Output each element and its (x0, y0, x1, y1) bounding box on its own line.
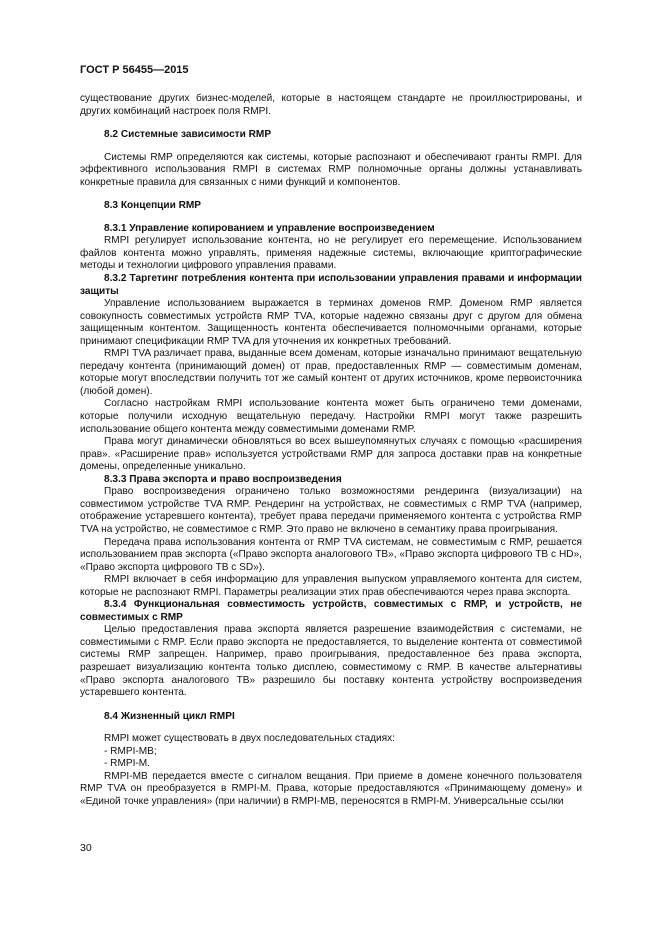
paragraph: существование других бизнес-моделей, которые в настоящем стандарте не проиллюстрированы, и других комбинаций настроек поля RMPI. (80, 93, 582, 117)
paragraph: RMPI может существовать в двух последовательных стадиях: (104, 733, 395, 745)
list-item: - RMPI-M. (104, 758, 150, 770)
page-number: 30 (80, 842, 92, 854)
subsection-heading-8-3-3: 8.3.3 Права экспорта и право воспроизведения (104, 473, 342, 485)
paragraph: Системы RMP определяются как системы, которые распознают и обеспечивают гранты RMPI. Для эффективного использования RMPI в системах RMP полномочные органы должны устанавливать конкретные правила для связанных с ними функций и компонентов. (80, 151, 582, 188)
paragraph: RMPI включает в себя информацию для управления выпуском управляемого контента для систем, которые не распознают RMPI. Параметры реализации этих прав обеспечиваются через права экспорта. (80, 574, 582, 598)
list-item: - RMPI-MB; (104, 745, 157, 757)
paragraph: Согласно настройкам RMPI использование контента может быть ограничено теми доменами, которые получили исходную вещательную передачу. Настройки RMPI могут также разрешить использование общего контента между совместимыми доменами RMP. (80, 398, 582, 435)
paragraph: Целью предоставления права экспорта является разрешение взаимодействия с системами, не совместимыми с RMP. Если право экспорта не предоставляется, то выделение контента от совместимой системы RMP запрещен. Например, право проигрывания, предоставленное без права экспорта, разрешает визуализацию контента только дисплею, совместимому с RMP. В качестве альтернативы «Право экспорта аналогового ТВ» разрешило бы поставку контента устройству воспроизведения устаревшего контента. (80, 624, 582, 699)
subsection-heading-8-3-1: 8.3.1 Управление копированием и управление воспроизведением (104, 222, 435, 234)
section-heading-8-2: 8.2 Системные зависимости RMP (104, 129, 272, 141)
section-heading-8-3: 8.3 Концепции RMP (104, 200, 202, 212)
paragraph: RMPI регулирует использование контента, но не регулирует его перемещение. Использованием файлов контента можно управлять, применяя надежные системы, включающие криптографические методы и технологии цифрового управления правами. (80, 235, 582, 272)
subsection-heading-8-3-4: 8.3.4 Функциональная совместимость устройств, совместимых с RMP, и устройств, не совместимых с RMP (80, 599, 582, 623)
page-content (80, 93, 582, 808)
paragraph: Передача права использования контента от RMP TVA системам, не совместимым с RMP, решается использованием прав экспорта («Право экспорта аналогового ТВ», «Право экспорта цифрового ТВ с HD», «Право экспорта цифрового ТВ с SD»). (80, 536, 582, 573)
paragraph: Права могут динамически обновляться во всех вышеупомянутых случаях с помощью «расширения прав». «Расширение прав» используется устройствами RMP для запроса доставки прав на конкретные домены, определенные уникально. (80, 436, 582, 473)
subsection-heading-8-3-2: 8.3.2 Таргетинг потребления контента при использовании управления правами и информации защиты (80, 273, 582, 297)
paragraph: Управление использованием выражается в терминах доменов RMP. Доменом RMP является совокупность совместимых устройств RMP TVA, которые надежно связаны друг с другом для обмена защищенным контентом. Защищенность контента обеспечивается полномочными органами, которые принимают спецификации RMP TVA для уточнения их конкретных требований. (80, 298, 582, 347)
paragraph: Право воспроизведения ограничено только возможностями рендеринга (визуализации) на совместимом устройстве TVA RMP. Рендеринг на устройствах, не совместимых с RMP TVA (например, отображение устаревшего контента), требует права передачи применяемого контента с устройства RMP TVA на устройство, не совместимое с RMP. Это право не включено в семантику права проигрывания. (80, 486, 582, 535)
paragraph: RMPI-MB передается вместе с сигналом вещания. При приеме в домене конечного пользователя RMP TVA он преобразуется в RMPI-M. Права, которые предоставляются «Принимающему домену» и «Единой точке управления» (при наличии) в RMPI-MB, переносятся в RMPI-M. Универсальные ссылки (80, 770, 582, 807)
paragraph: RMPI TVA различает права, выданные всем доменам, которые изначально принимают вещательную передачу контента (принимающий домен) от прав, предоставленных RMP — совместимым доменам, которые могут впоследствии получить тот же самый контент от других источников, кроме первоисточника (любой домен). (80, 348, 582, 397)
section-heading-8-4: 8.4 Жизненный цикл RMPI (104, 710, 235, 722)
standard-header: ГОСТ Р 56455—2015 (80, 64, 189, 76)
